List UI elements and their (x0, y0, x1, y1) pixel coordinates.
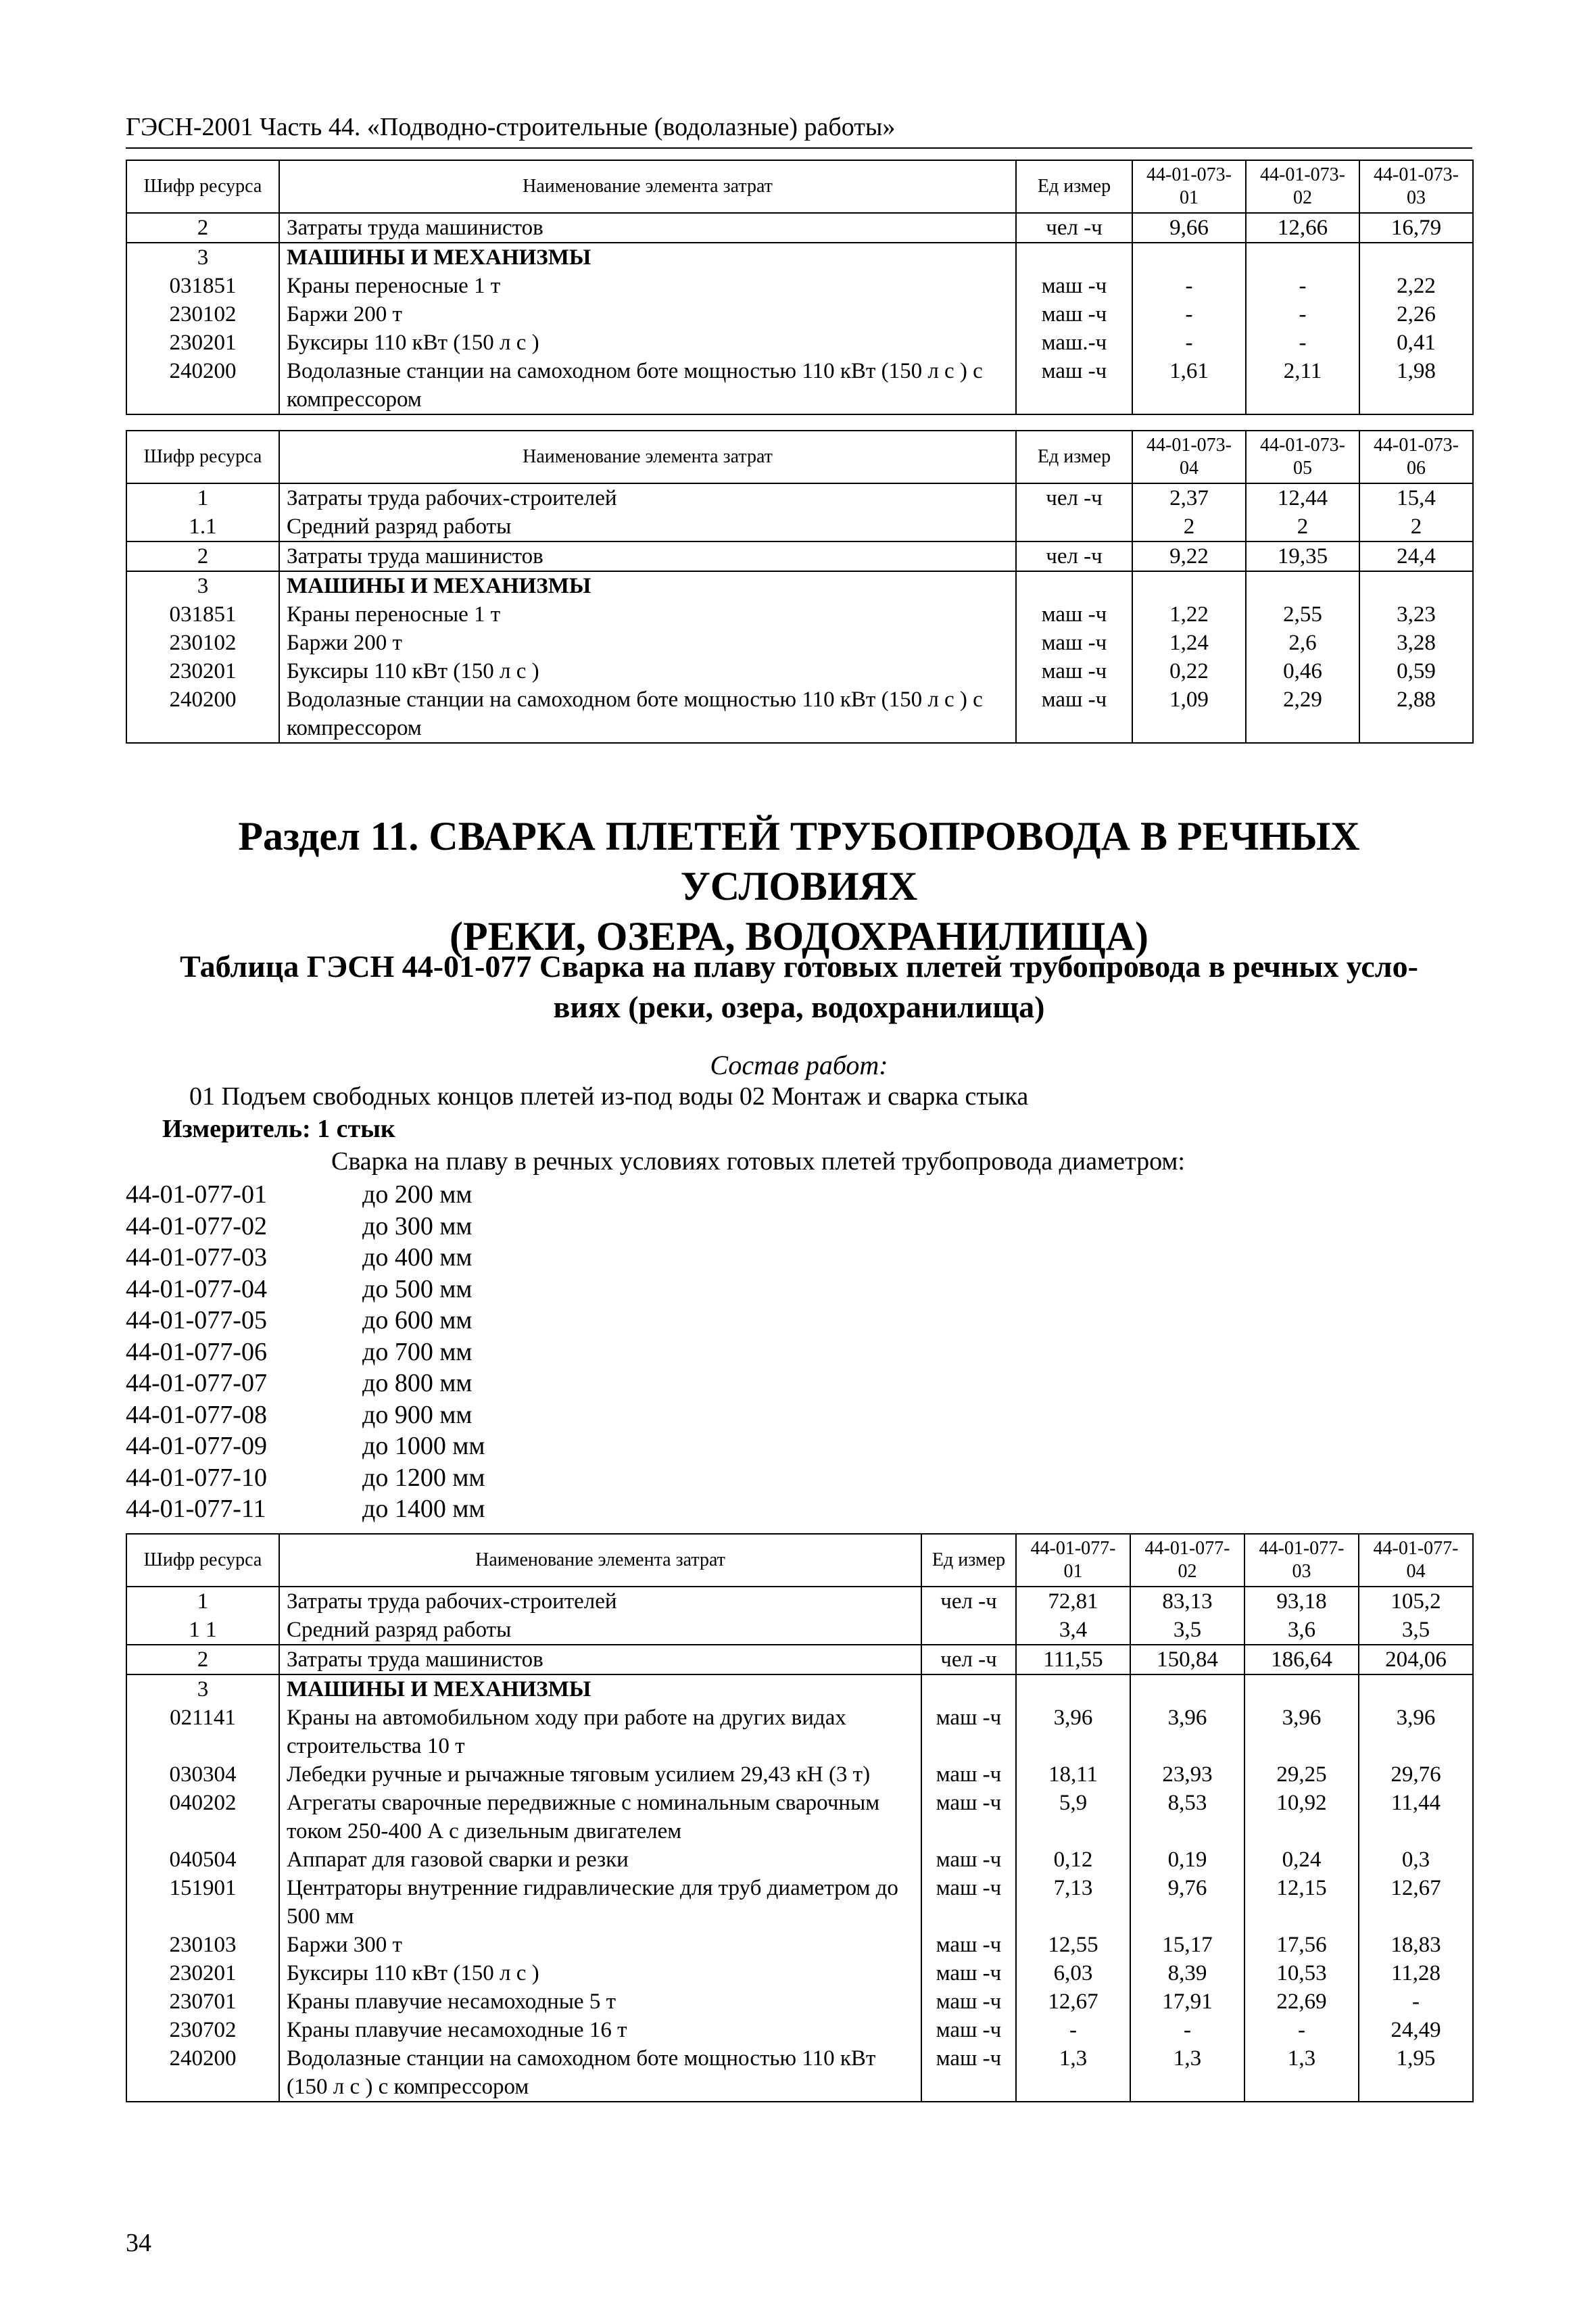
table-row (126, 483, 1473, 512)
resource-value: 0,59 (1359, 657, 1473, 685)
diameter-subheading: Сварка на плаву в речных условиях готовых плетей трубопровода диаметром: (331, 1147, 1185, 1176)
resource-value: 0,46 (1246, 657, 1359, 685)
header-name: Наименование элемента затрат (279, 1534, 921, 1587)
resource-value: 2,11 (1246, 357, 1359, 414)
resource-value (1016, 1674, 1130, 1704)
resource-value: - (1359, 1987, 1473, 2016)
resource-value (1359, 571, 1473, 600)
resource-value: 1,61 (1132, 357, 1246, 414)
header-unit: Ед измер (1016, 431, 1132, 483)
resource-name: Краны плавучие несамоходные 16 т (279, 2016, 921, 2044)
resource-name: Краны на автомобильном ходу при работе на других видах строительства 10 т (279, 1704, 921, 1760)
norm-diameter: до 800 мм (362, 1369, 473, 1397)
resource-unit: маш -ч (1016, 300, 1132, 329)
table-row (126, 1587, 1473, 1616)
table-row (126, 2044, 1473, 2102)
resource-value: 2,55 (1246, 600, 1359, 629)
resource-value: 9,22 (1132, 541, 1246, 571)
resource-code: 040504 (126, 1845, 279, 1874)
table-row (126, 685, 1473, 743)
resource-value: 0,41 (1359, 329, 1473, 357)
norm-diameter: до 900 мм (362, 1400, 473, 1429)
resource-value: 7,13 (1016, 1874, 1130, 1931)
norm-code: 44-01-077-07 (126, 1369, 267, 1397)
resource-value: 72,81 (1016, 1587, 1130, 1616)
resource-value: - (1132, 329, 1246, 357)
resource-unit: маш -ч (1016, 600, 1132, 629)
resource-value: 24,49 (1359, 2016, 1473, 2044)
resource-name: Затраты труда машинистов (279, 213, 1016, 243)
resource-name: Баржи 200 т (279, 300, 1016, 329)
resource-name: Агрегаты сварочные передвижные с номинальным сварочным током 250-400 А с дизельным двигателем (279, 1789, 921, 1845)
table-row (126, 629, 1473, 657)
resource-name: Лебедки ручные и рычажные тяговым усилием 29,43 кН (3 т) (279, 1760, 921, 1789)
table-title (126, 946, 1472, 1028)
resource-code: 3 (126, 1674, 279, 1704)
resource-value: 3,4 (1016, 1616, 1130, 1645)
resource-value (1246, 571, 1359, 600)
table-row (126, 571, 1473, 600)
page-number: 34 (126, 2229, 151, 2257)
resource-code: 230702 (126, 2016, 279, 2044)
resource-value: 0,22 (1132, 657, 1246, 685)
resource-value: 23,93 (1130, 1760, 1244, 1789)
table-row (126, 1645, 1473, 1674)
norm-code-row (126, 1179, 485, 1211)
resource-unit: чел -ч (921, 1645, 1016, 1674)
resource-value: 1,3 (1130, 2044, 1244, 2102)
norm-code-row (126, 1274, 485, 1305)
resource-unit: маш -ч (1016, 272, 1132, 300)
norm-diameter: до 700 мм (362, 1337, 473, 1366)
resource-name: Средний разряд работы (279, 1616, 921, 1645)
resource-value: 29,76 (1359, 1760, 1473, 1789)
resource-value: 5,9 (1016, 1789, 1130, 1845)
resource-code: 1 (126, 483, 279, 512)
resource-value: 1,3 (1016, 2044, 1130, 2102)
resource-value: 2 (1132, 512, 1246, 541)
table-row (126, 213, 1473, 243)
norm-code-row (126, 1211, 485, 1243)
resource-code: 230102 (126, 629, 279, 657)
resource-value: - (1244, 2016, 1359, 2044)
resource-name: Буксиры 110 кВт (150 л с ) (279, 657, 1016, 685)
section-title-line: Раздел 11. СВАРКА ПЛЕТЕЙ ТРУБОПРОВОДА В РЕЧНЫХ УСЛОВИЯХ (238, 814, 1360, 909)
header-norm-code: 44-01-073-01 (1132, 160, 1246, 213)
resource-value: 3,23 (1359, 600, 1473, 629)
resource-code: 040202 (126, 1789, 279, 1845)
header-unit: Ед измер (921, 1534, 1016, 1587)
norm-code-row (126, 1430, 485, 1462)
norm-code: 44-01-077-11 (126, 1495, 266, 1523)
resource-code: 1 1 (126, 1616, 279, 1645)
resource-name: Аппарат для газовой сварки и резки (279, 1845, 921, 1874)
norm-code-row (126, 1336, 485, 1368)
header-norm-code: 44-01-077-01 (1016, 1534, 1130, 1587)
table-row (126, 1789, 1473, 1845)
table-row (126, 1931, 1473, 1959)
resource-value: 1,09 (1132, 685, 1246, 743)
resource-value: 19,35 (1246, 541, 1359, 571)
resource-code: 151901 (126, 1874, 279, 1931)
composition-text: 01 Подъем свободных концов плетей из-под воды 02 Монтаж и сварка стыка (189, 1082, 1029, 1111)
resource-value: 1,98 (1359, 357, 1473, 414)
resource-code: 230102 (126, 300, 279, 329)
table-body (126, 160, 1473, 414)
resource-name: Затраты труда машинистов (279, 541, 1016, 571)
header-code: Шифр ресурса (126, 160, 279, 213)
resource-value (1359, 1674, 1473, 1704)
resource-unit: чел -ч (921, 1587, 1016, 1616)
norm-code-row (126, 1399, 485, 1431)
resource-name: Краны плавучие несамоходные 5 т (279, 1987, 921, 2016)
resource-value: 24,4 (1359, 541, 1473, 571)
table-row (126, 1874, 1473, 1931)
table-row (126, 300, 1473, 329)
norm-code-row (126, 1493, 485, 1525)
resource-value: 9,66 (1132, 213, 1246, 243)
resource-value: 11,44 (1359, 1789, 1473, 1845)
resource-table-077-01-04 (126, 1533, 1474, 2102)
resource-value: 11,28 (1359, 1959, 1473, 1987)
norm-code-row (126, 1368, 485, 1399)
resource-value: 3,96 (1244, 1704, 1359, 1760)
resource-code: 230201 (126, 657, 279, 685)
resource-name: Затраты труда рабочих-строителей (279, 1587, 921, 1616)
resource-value: 18,11 (1016, 1760, 1130, 1789)
table-title-line: Таблица ГЭСН 44-01-077 Сварка на плаву готовых плетей трубопровода в речных усло- (180, 949, 1418, 984)
table-title-line: виях (реки, озера, водохранилища) (553, 990, 1045, 1024)
resource-value: 17,56 (1244, 1931, 1359, 1959)
resource-value: 22,69 (1244, 1987, 1359, 2016)
norm-code-row (126, 1242, 485, 1274)
resource-name: Центраторы внутренние гидравлические для труб диаметром до 500 мм (279, 1874, 921, 1931)
resource-value: 83,13 (1130, 1587, 1244, 1616)
table-row (126, 272, 1473, 300)
resource-value: 3,96 (1016, 1704, 1130, 1760)
resource-unit (921, 1616, 1016, 1645)
table-row (126, 512, 1473, 541)
resource-unit (1016, 512, 1132, 541)
table-row (126, 1674, 1473, 1704)
resource-value: 0,24 (1244, 1845, 1359, 1874)
norm-diameter: до 500 мм (362, 1274, 473, 1303)
resource-value: 12,44 (1246, 483, 1359, 512)
header-row (126, 160, 1473, 213)
header-row (126, 431, 1473, 483)
resource-name: МАШИНЫ И МЕХАНИЗМЫ (279, 243, 1016, 272)
norm-diameter: до 200 мм (362, 1180, 473, 1209)
resource-value: 2,88 (1359, 685, 1473, 743)
resource-unit: маш -ч (921, 1789, 1016, 1845)
resource-code: 240200 (126, 685, 279, 743)
resource-code: 2 (126, 1645, 279, 1674)
resource-value: 3,96 (1130, 1704, 1244, 1760)
norm-diameter: до 600 мм (362, 1306, 473, 1334)
resource-code: 240200 (126, 2044, 279, 2102)
resource-value: - (1246, 329, 1359, 357)
resource-value: 2,22 (1359, 272, 1473, 300)
resource-value: 1,3 (1244, 2044, 1359, 2102)
header-unit: Ед измер (1016, 160, 1132, 213)
resource-value: 3,96 (1359, 1704, 1473, 1760)
header-name: Наименование элемента затрат (279, 160, 1016, 213)
resource-unit: маш -ч (921, 1704, 1016, 1760)
measure-unit: Измеритель: 1 стык (162, 1115, 395, 1143)
resource-code: 030304 (126, 1760, 279, 1789)
resource-code: 2 (126, 213, 279, 243)
norm-diameter: до 1000 мм (362, 1432, 485, 1460)
resource-value: 17,91 (1130, 1987, 1244, 2016)
header-norm-code: 44-01-073-02 (1246, 160, 1359, 213)
resource-name: Средний разряд работы (279, 512, 1016, 541)
resource-value: 2,26 (1359, 300, 1473, 329)
norm-code: 44-01-077-02 (126, 1211, 267, 1240)
norm-code: 44-01-077-08 (126, 1400, 267, 1429)
page-header: ГЭСН-2001 Часть 44. «Подводно-строительные (водолазные) работы» (126, 114, 1472, 149)
table-row (126, 1845, 1473, 1874)
resource-value: 2,6 (1246, 629, 1359, 657)
resource-value: - (1246, 272, 1359, 300)
resource-unit: чел -ч (1016, 541, 1132, 571)
resource-value: 93,18 (1244, 1587, 1359, 1616)
resource-name: Буксиры 110 кВт (150 л с ) (279, 329, 1016, 357)
norm-code: 44-01-077-04 (126, 1274, 267, 1303)
resource-value: 10,92 (1244, 1789, 1359, 1845)
header-norm-code: 44-01-077-02 (1130, 1534, 1244, 1587)
resource-unit: маш -ч (921, 1931, 1016, 1959)
header-norm-code: 44-01-073-03 (1359, 160, 1473, 213)
resource-unit: маш -ч (1016, 357, 1132, 414)
resource-value: - (1016, 2016, 1130, 2044)
resource-value: 12,55 (1016, 1931, 1130, 1959)
resource-unit: маш -ч (1016, 685, 1132, 743)
resource-unit: маш -ч (1016, 629, 1132, 657)
table-row (126, 2016, 1473, 2044)
header-norm-code: 44-01-073-05 (1246, 431, 1359, 483)
resource-code: 021141 (126, 1704, 279, 1760)
table-row (126, 541, 1473, 571)
resource-name: Затраты труда рабочих-строителей (279, 483, 1016, 512)
resource-value: 12,66 (1246, 213, 1359, 243)
resource-value: - (1130, 2016, 1244, 2044)
resource-unit: маш -ч (921, 1874, 1016, 1931)
norm-diameter: до 300 мм (362, 1211, 473, 1240)
resource-value: - (1246, 300, 1359, 329)
resource-code: 031851 (126, 272, 279, 300)
norm-code-row (126, 1462, 485, 1494)
resource-unit: маш.-ч (1016, 329, 1132, 357)
resource-value: 15,4 (1359, 483, 1473, 512)
resource-name: Водолазные станции на самоходном боте мощностью 110 кВт (150 л с ) с компрессором (279, 2044, 921, 2102)
resource-value: 105,2 (1359, 1587, 1473, 1616)
resource-value: 0,3 (1359, 1845, 1473, 1874)
resource-value: 16,79 (1359, 213, 1473, 243)
resource-value: 10,53 (1244, 1959, 1359, 1987)
composition-label: Состав работ: (710, 1050, 888, 1080)
resource-name: Буксиры 110 кВт (150 л с ) (279, 1959, 921, 1987)
norm-code-row (126, 1305, 485, 1336)
resource-code: 230201 (126, 329, 279, 357)
norm-code: 44-01-077-10 (126, 1463, 267, 1492)
header-norm-code: 44-01-077-03 (1244, 1534, 1359, 1587)
resource-name: Водолазные станции на самоходном боте мощностью 110 кВт (150 л с ) с компрессором (279, 357, 1016, 414)
resource-unit: маш -ч (921, 1760, 1016, 1789)
resource-code: 1.1 (126, 512, 279, 541)
resource-value: 111,55 (1016, 1645, 1130, 1674)
resource-value: 2,29 (1246, 685, 1359, 743)
norm-diameter: до 400 мм (362, 1243, 473, 1272)
resource-value (1130, 1674, 1244, 1704)
resource-code: 031851 (126, 600, 279, 629)
table-row (126, 1760, 1473, 1789)
resource-unit (1016, 243, 1132, 272)
header-code: Шифр ресурса (126, 431, 279, 483)
norm-codes-list (126, 1179, 485, 1525)
table-row (126, 243, 1473, 272)
resource-unit: чел -ч (1016, 483, 1132, 512)
header-norm-code: 44-01-077-04 (1359, 1534, 1473, 1587)
resource-code: 230201 (126, 1959, 279, 1987)
resource-value: 1,95 (1359, 2044, 1473, 2102)
resource-value (1359, 243, 1473, 272)
table-body (126, 1534, 1473, 2102)
resource-unit: маш -ч (921, 2044, 1016, 2102)
resource-code: 1 (126, 1587, 279, 1616)
table-row (126, 329, 1473, 357)
norm-diameter: до 1200 мм (362, 1463, 485, 1492)
table-row (126, 357, 1473, 414)
resource-value: 3,28 (1359, 629, 1473, 657)
norm-code: 44-01-077-03 (126, 1243, 267, 1272)
resource-table-073-04-06 (126, 430, 1474, 744)
resource-unit: маш -ч (921, 1845, 1016, 1874)
resource-value: - (1132, 272, 1246, 300)
resource-name: Баржи 300 т (279, 1931, 921, 1959)
resource-value: 186,64 (1244, 1645, 1359, 1674)
resource-value: 204,06 (1359, 1645, 1473, 1674)
resource-name: Баржи 200 т (279, 629, 1016, 657)
resource-value: 2 (1246, 512, 1359, 541)
resource-value: 12,67 (1016, 1987, 1130, 2016)
table-row (126, 1959, 1473, 1987)
resource-unit: маш -ч (921, 1987, 1016, 2016)
table-body (126, 431, 1473, 743)
resource-unit: маш -ч (921, 1959, 1016, 1987)
table-row (126, 600, 1473, 629)
resource-value: 150,84 (1130, 1645, 1244, 1674)
resource-value: 8,53 (1130, 1789, 1244, 1845)
resource-value: 0,19 (1130, 1845, 1244, 1874)
table-row (126, 1987, 1473, 2016)
resource-unit (1016, 571, 1132, 600)
resource-value: 3,5 (1130, 1616, 1244, 1645)
resource-value: 3,6 (1244, 1616, 1359, 1645)
resource-code: 230701 (126, 1987, 279, 2016)
resource-unit: маш -ч (1016, 657, 1132, 685)
resource-value: 1,24 (1132, 629, 1246, 657)
resource-value: 0,12 (1016, 1845, 1130, 1874)
section-title (126, 811, 1472, 961)
resource-value: 3,5 (1359, 1616, 1473, 1645)
header-row (126, 1534, 1473, 1587)
header-norm-code: 44-01-073-06 (1359, 431, 1473, 483)
table-row (126, 1704, 1473, 1760)
table-row (126, 1616, 1473, 1645)
resource-value: 9,76 (1130, 1874, 1244, 1931)
resource-name: Краны переносные 1 т (279, 272, 1016, 300)
resource-value: 1,22 (1132, 600, 1246, 629)
resource-unit (921, 1674, 1016, 1704)
resource-value (1246, 243, 1359, 272)
norm-code: 44-01-077-06 (126, 1337, 267, 1366)
resource-unit: маш -ч (921, 2016, 1016, 2044)
resource-name: Затраты труда машинистов (279, 1645, 921, 1674)
header-code: Шифр ресурса (126, 1534, 279, 1587)
resource-code: 240200 (126, 357, 279, 414)
resource-name: Краны переносные 1 т (279, 600, 1016, 629)
resource-value: - (1132, 300, 1246, 329)
resource-unit: чел -ч (1016, 213, 1132, 243)
resource-code: 230103 (126, 1931, 279, 1959)
resource-table-073-01-03 (126, 160, 1474, 415)
resource-value: 12,15 (1244, 1874, 1359, 1931)
section-title-line: (РЕКИ, ОЗЕРА, ВОДОХРАНИЛИЩА) (449, 914, 1148, 959)
table-row (126, 657, 1473, 685)
resource-value: 15,17 (1130, 1931, 1244, 1959)
resource-value: 2,37 (1132, 483, 1246, 512)
resource-value: 29,25 (1244, 1760, 1359, 1789)
resource-name: МАШИНЫ И МЕХАНИЗМЫ (279, 571, 1016, 600)
norm-code: 44-01-077-01 (126, 1180, 267, 1209)
resource-code: 2 (126, 541, 279, 571)
resource-name: МАШИНЫ И МЕХАНИЗМЫ (279, 1674, 921, 1704)
resource-value: 18,83 (1359, 1931, 1473, 1959)
resource-code: 3 (126, 243, 279, 272)
resource-value: 2 (1359, 512, 1473, 541)
resource-value: 8,39 (1130, 1959, 1244, 1987)
norm-diameter: до 1400 мм (362, 1495, 485, 1523)
norm-code: 44-01-077-09 (126, 1432, 267, 1460)
resource-value: 6,03 (1016, 1959, 1130, 1987)
resource-value (1132, 571, 1246, 600)
header-norm-code: 44-01-073-04 (1132, 431, 1246, 483)
resource-value (1244, 1674, 1359, 1704)
resource-code: 3 (126, 571, 279, 600)
norm-code: 44-01-077-05 (126, 1306, 267, 1334)
resource-value (1132, 243, 1246, 272)
resource-name: Водолазные станции на самоходном боте мощностью 110 кВт (150 л с ) с компрессором (279, 685, 1016, 743)
resource-value: 12,67 (1359, 1874, 1473, 1931)
header-name: Наименование элемента затрат (279, 431, 1016, 483)
